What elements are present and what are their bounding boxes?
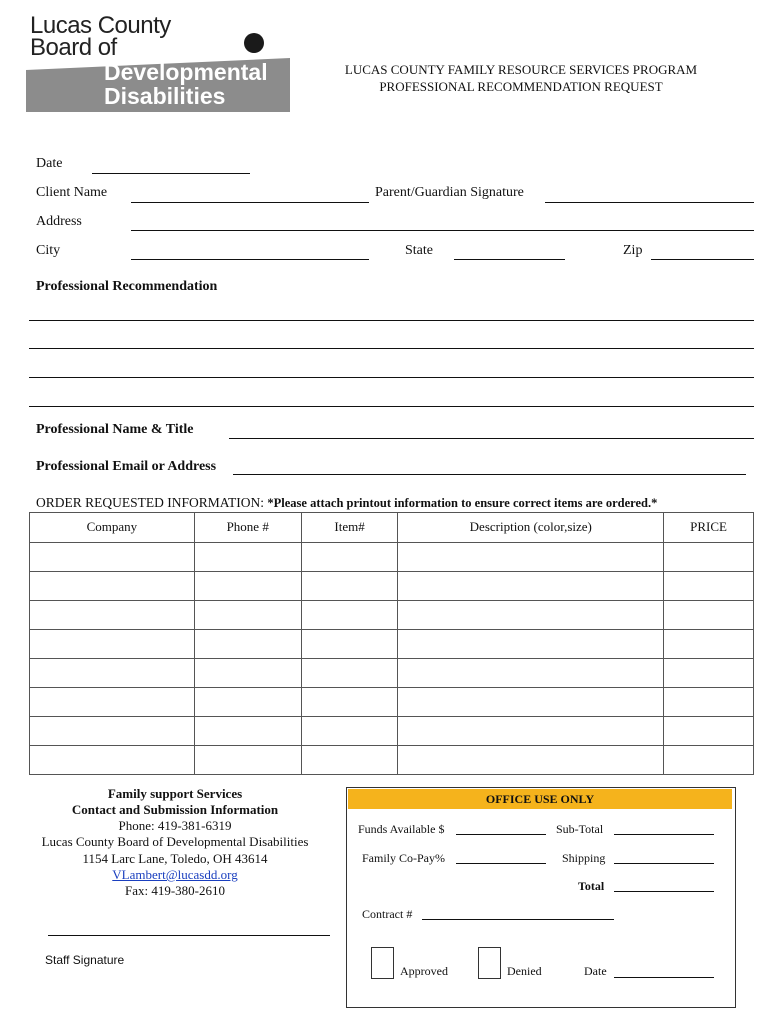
table-cell[interactable] [398,543,664,572]
logo-text-line1: Lucas County [30,12,171,39]
col-phone: Phone # [194,513,301,543]
logo-text-line3: Developmental [104,59,268,85]
client-name-field[interactable] [131,202,369,203]
funds-label: Funds Available $ [358,822,445,836]
table-cell[interactable] [398,746,664,775]
prof-email-field[interactable] [233,474,746,475]
approved-checkbox[interactable] [371,947,394,979]
contact-fax: Fax: 419-380-2610 [124,883,226,898]
recommendation-line-3[interactable] [29,377,754,378]
table-cell[interactable] [30,688,195,717]
table-cell[interactable] [194,659,301,688]
date-label: Date [36,156,63,171]
contact-address: 1154 Larc Lane, Toledo, OH 43614 [82,851,268,866]
table-cell[interactable] [398,630,664,659]
table-cell[interactable] [664,659,754,688]
order-table-header [30,513,754,543]
table-row [30,746,754,775]
table-cell[interactable] [301,630,398,659]
subtotal-label: Sub-Total [556,822,604,836]
contact-org: Lucas County Board of Developmental Disabilities [41,834,309,849]
order-note: *Please attach printout information to ensure correct items are ordered.* [267,496,658,510]
denied-label: Denied [507,964,542,978]
table-cell[interactable] [194,572,301,601]
recommendation-line-2[interactable] [29,348,754,349]
table-cell[interactable] [398,688,664,717]
col-company: Company [30,513,195,543]
contact-email-link[interactable]: VLambert@lucasdd.org [112,867,238,882]
table-cell[interactable] [664,630,754,659]
table-cell[interactable] [30,746,195,775]
table-cell[interactable] [664,572,754,601]
state-label: State [405,243,433,258]
table-row [30,543,754,572]
prof-email-label: Professional Email or Address [36,459,217,474]
client-name-label: Client Name [36,185,108,200]
table-cell[interactable] [664,601,754,630]
table-cell[interactable] [30,572,195,601]
table-cell[interactable] [398,601,664,630]
office-date-field[interactable] [614,977,714,978]
subtotal-field[interactable] [614,834,714,835]
parent-signature-label: Parent/Guardian Signature [375,185,524,200]
total-label: Total [578,879,605,893]
order-heading-label: ORDER REQUESTED INFORMATION: [36,495,265,510]
order-table [29,512,754,775]
logo-text-line4: Disabilities [104,83,226,109]
table-row [30,572,754,601]
address-label: Address [36,214,82,229]
table-row [30,630,754,659]
order-heading [36,495,657,511]
table-cell[interactable] [398,659,664,688]
parent-signature-field[interactable] [545,202,754,203]
form-title-line1: LUCAS COUNTY FAMILY RESOURCE SERVICES PROGRAM [344,62,698,77]
table-cell[interactable] [301,717,398,746]
table-cell[interactable] [301,572,398,601]
contract-field[interactable] [422,919,614,920]
office-date-label: Date [584,964,607,978]
shipping-label: Shipping [562,851,606,865]
recommendation-line-1[interactable] [29,320,754,321]
table-cell[interactable] [301,746,398,775]
prof-name-label: Professional Name & Title [36,422,194,437]
col-price: PRICE [664,513,754,543]
copay-field[interactable] [456,863,546,864]
contact-title1: Family support Services [107,786,243,801]
approved-label: Approved [400,964,448,978]
table-cell[interactable] [301,688,398,717]
table-cell[interactable] [194,688,301,717]
table-row [30,601,754,630]
table-cell[interactable] [194,717,301,746]
col-description: Description (color,size) [398,513,664,543]
table-cell[interactable] [398,717,664,746]
table-cell[interactable] [664,543,754,572]
table-cell[interactable] [30,630,195,659]
office-use-heading: OFFICE USE ONLY [348,789,732,809]
zip-field[interactable] [651,259,754,260]
city-label: City [36,243,61,258]
state-field[interactable] [454,259,565,260]
contact-phone: Phone: 419-381-6319 [118,818,232,833]
staff-signature-label: Staff Signature [45,953,125,967]
staff-signature-field[interactable] [48,935,330,936]
logo-text-line2: Board of [30,34,117,61]
city-field[interactable] [131,259,369,260]
total-field[interactable] [614,891,714,892]
table-cell[interactable] [30,717,195,746]
zip-label: Zip [623,243,643,258]
table-cell[interactable] [194,543,301,572]
table-row [30,688,754,717]
col-item: Item# [301,513,398,543]
address-field[interactable] [131,230,754,231]
table-cell[interactable] [664,688,754,717]
table-cell[interactable] [30,659,195,688]
table-cell[interactable] [301,543,398,572]
contact-email-wrap [20,867,330,884]
recommendation-label: Professional Recommendation [36,279,218,294]
recommendation-line-4[interactable] [29,406,754,407]
prof-name-field[interactable] [229,438,754,439]
table-cell[interactable] [398,572,664,601]
shipping-field[interactable] [614,863,714,864]
table-cell[interactable] [30,543,195,572]
table-cell[interactable] [194,746,301,775]
table-row [30,659,754,688]
funds-field[interactable] [456,834,546,835]
table-cell[interactable] [301,601,398,630]
table-cell[interactable] [30,601,195,630]
contact-title2: Contact and Submission Information [71,802,279,817]
table-cell[interactable] [194,601,301,630]
copay-label: Family Co-Pay% [362,851,445,865]
denied-checkbox[interactable] [478,947,501,979]
logo-dot-icon [244,33,264,53]
table-cell[interactable] [664,717,754,746]
date-field[interactable] [92,173,250,174]
table-cell[interactable] [664,746,754,775]
table-row [30,717,754,746]
contract-label: Contract # [362,907,413,921]
table-cell[interactable] [301,659,398,688]
table-cell[interactable] [194,630,301,659]
form-title-line2: PROFESSIONAL RECOMMENDATION REQUEST [379,79,663,94]
